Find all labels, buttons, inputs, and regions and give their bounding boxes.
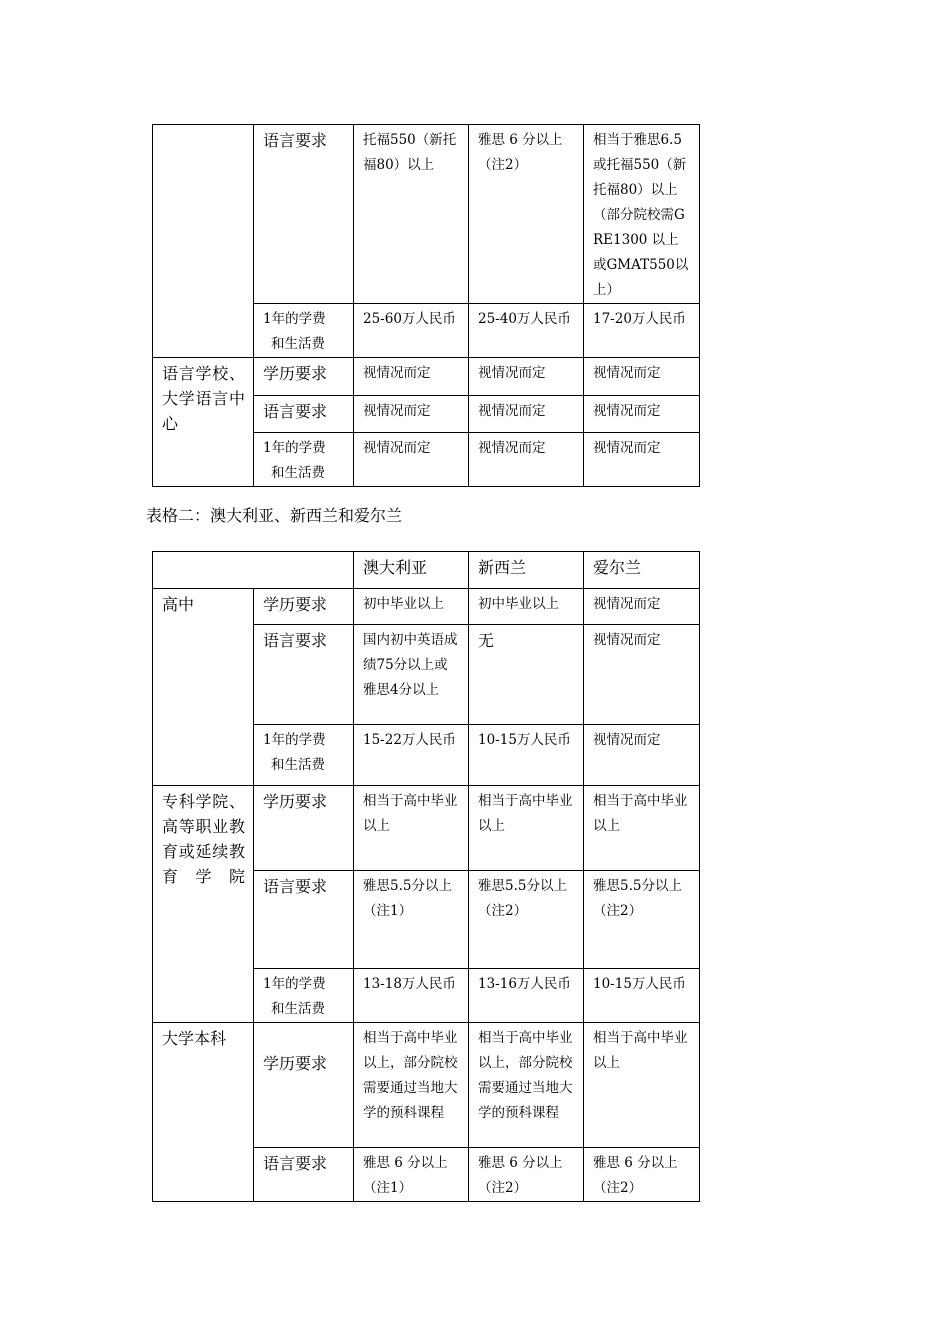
table-cell: 25-60万人民币 [354, 304, 469, 358]
table-cell: 13-16万人民币 [469, 969, 584, 1023]
row-label [254, 433, 354, 487]
table-caption: 表格二：澳大利亚、新西兰和爱尔兰 [146, 506, 403, 525]
table-cell: 视情况而定 [584, 725, 700, 786]
table-cell: 视情况而定 [584, 396, 700, 433]
table-cell: 视情况而定 [584, 433, 700, 487]
row-label-line: 1年的学费 [263, 311, 326, 327]
table-cell: 相当于雅思6.5或托福550（新托福80）以上（部分院校需GRE1300 以上或GMAT550以上） [584, 125, 700, 304]
table-cell: 托福550（新托福80）以上 [354, 125, 469, 304]
header-new-zealand: 新西兰 [469, 552, 584, 589]
table-cell: 视情况而定 [354, 433, 469, 487]
table-cell: 雅思 6 分以上（注2） [469, 125, 584, 304]
table-cell: 相当于高中毕业以上 [354, 786, 469, 871]
table-cell: 10-15万人民币 [584, 969, 700, 1023]
row-label-line: 1年的学费 [263, 976, 326, 992]
table-cell: 雅思 6 分以上（注1） [354, 1148, 469, 1202]
table-cell: 雅思5.5分以上（注1） [354, 871, 469, 969]
table-cell: 无 [469, 625, 584, 725]
table-row [153, 1023, 700, 1148]
table-cell: 17-20万人民币 [584, 304, 700, 358]
row-label-line: 和生活费 [271, 757, 325, 773]
table-cell: 视情况而定 [584, 625, 700, 725]
table-cell: 初中毕业以上 [354, 589, 469, 625]
row-label: 语言要求 [254, 625, 354, 725]
row-label: 语言要求 [254, 871, 354, 969]
table-cell: 10-15万人民币 [469, 725, 584, 786]
table-cell: 13-18万人民币 [354, 969, 469, 1023]
table-cell: 视情况而定 [584, 589, 700, 625]
table-row [153, 786, 700, 871]
table-cell: 相当于高中毕业以上 [584, 1023, 700, 1148]
row-label-line: 1年的学费 [263, 732, 326, 748]
table-cell: 相当于高中毕业以上，部分院校需要通过当地大学的预科课程 [354, 1023, 469, 1148]
table-cell: 雅思 6 分以上（注2） [469, 1148, 584, 1202]
row-label: 学历要求 [254, 358, 354, 396]
table-cell: 国内初中英语成绩75分以上或雅思4分以上 [354, 625, 469, 725]
table-cell: 雅思 6 分以上（注2） [584, 1148, 700, 1202]
row-label: 学历要求 [254, 786, 354, 871]
table-row [153, 589, 700, 625]
table-row [153, 358, 700, 396]
header-empty-cell [153, 552, 354, 589]
row-label-line: 和生活费 [271, 1001, 325, 1017]
table-row [153, 125, 700, 304]
header-ireland: 爱尔兰 [584, 552, 700, 589]
table-cell: 雅思5.5分以上（注2） [584, 871, 700, 969]
row-label [254, 304, 354, 358]
table-cell: 25-40万人民币 [469, 304, 584, 358]
row-label: 语言要求 [254, 396, 354, 433]
table-2 [152, 551, 700, 1202]
row-label: 语言要求 [254, 125, 354, 304]
table-cell: 视情况而定 [469, 358, 584, 396]
row-label: 学历要求 [254, 1023, 354, 1148]
row-label: 语言要求 [254, 1148, 354, 1202]
table-cell: 初中毕业以上 [469, 589, 584, 625]
table-cell: 视情况而定 [469, 433, 584, 487]
table-cell: 相当于高中毕业以上 [584, 786, 700, 871]
table-cell: 视情况而定 [469, 396, 584, 433]
row-label-line: 1年的学费 [263, 440, 326, 456]
row-label-line: 和生活费 [271, 465, 325, 481]
category-cell: 高中 [153, 589, 254, 786]
category-cell [153, 125, 254, 358]
table-cell: 视情况而定 [354, 396, 469, 433]
row-label-line: 和生活费 [271, 336, 325, 352]
table-1 [152, 124, 700, 487]
row-label [254, 969, 354, 1023]
category-cell: 大学本科 [153, 1023, 254, 1202]
table-cell: 15-22万人民币 [354, 725, 469, 786]
table-cell: 视情况而定 [584, 358, 700, 396]
category-cell: 语言学校、大学语言中心 [153, 358, 254, 487]
table-header-row [153, 552, 700, 589]
table-cell: 雅思5.5分以上（注2） [469, 871, 584, 969]
table-cell: 视情况而定 [354, 358, 469, 396]
table-cell: 相当于高中毕业以上 [469, 786, 584, 871]
row-label [254, 725, 354, 786]
category-cell: 专科学院、高等职业教育或延续教育学院 [153, 786, 254, 1023]
table-cell: 相当于高中毕业以上，部分院校需要通过当地大学的预科课程 [469, 1023, 584, 1148]
row-label: 学历要求 [254, 589, 354, 625]
header-australia: 澳大利亚 [354, 552, 469, 589]
